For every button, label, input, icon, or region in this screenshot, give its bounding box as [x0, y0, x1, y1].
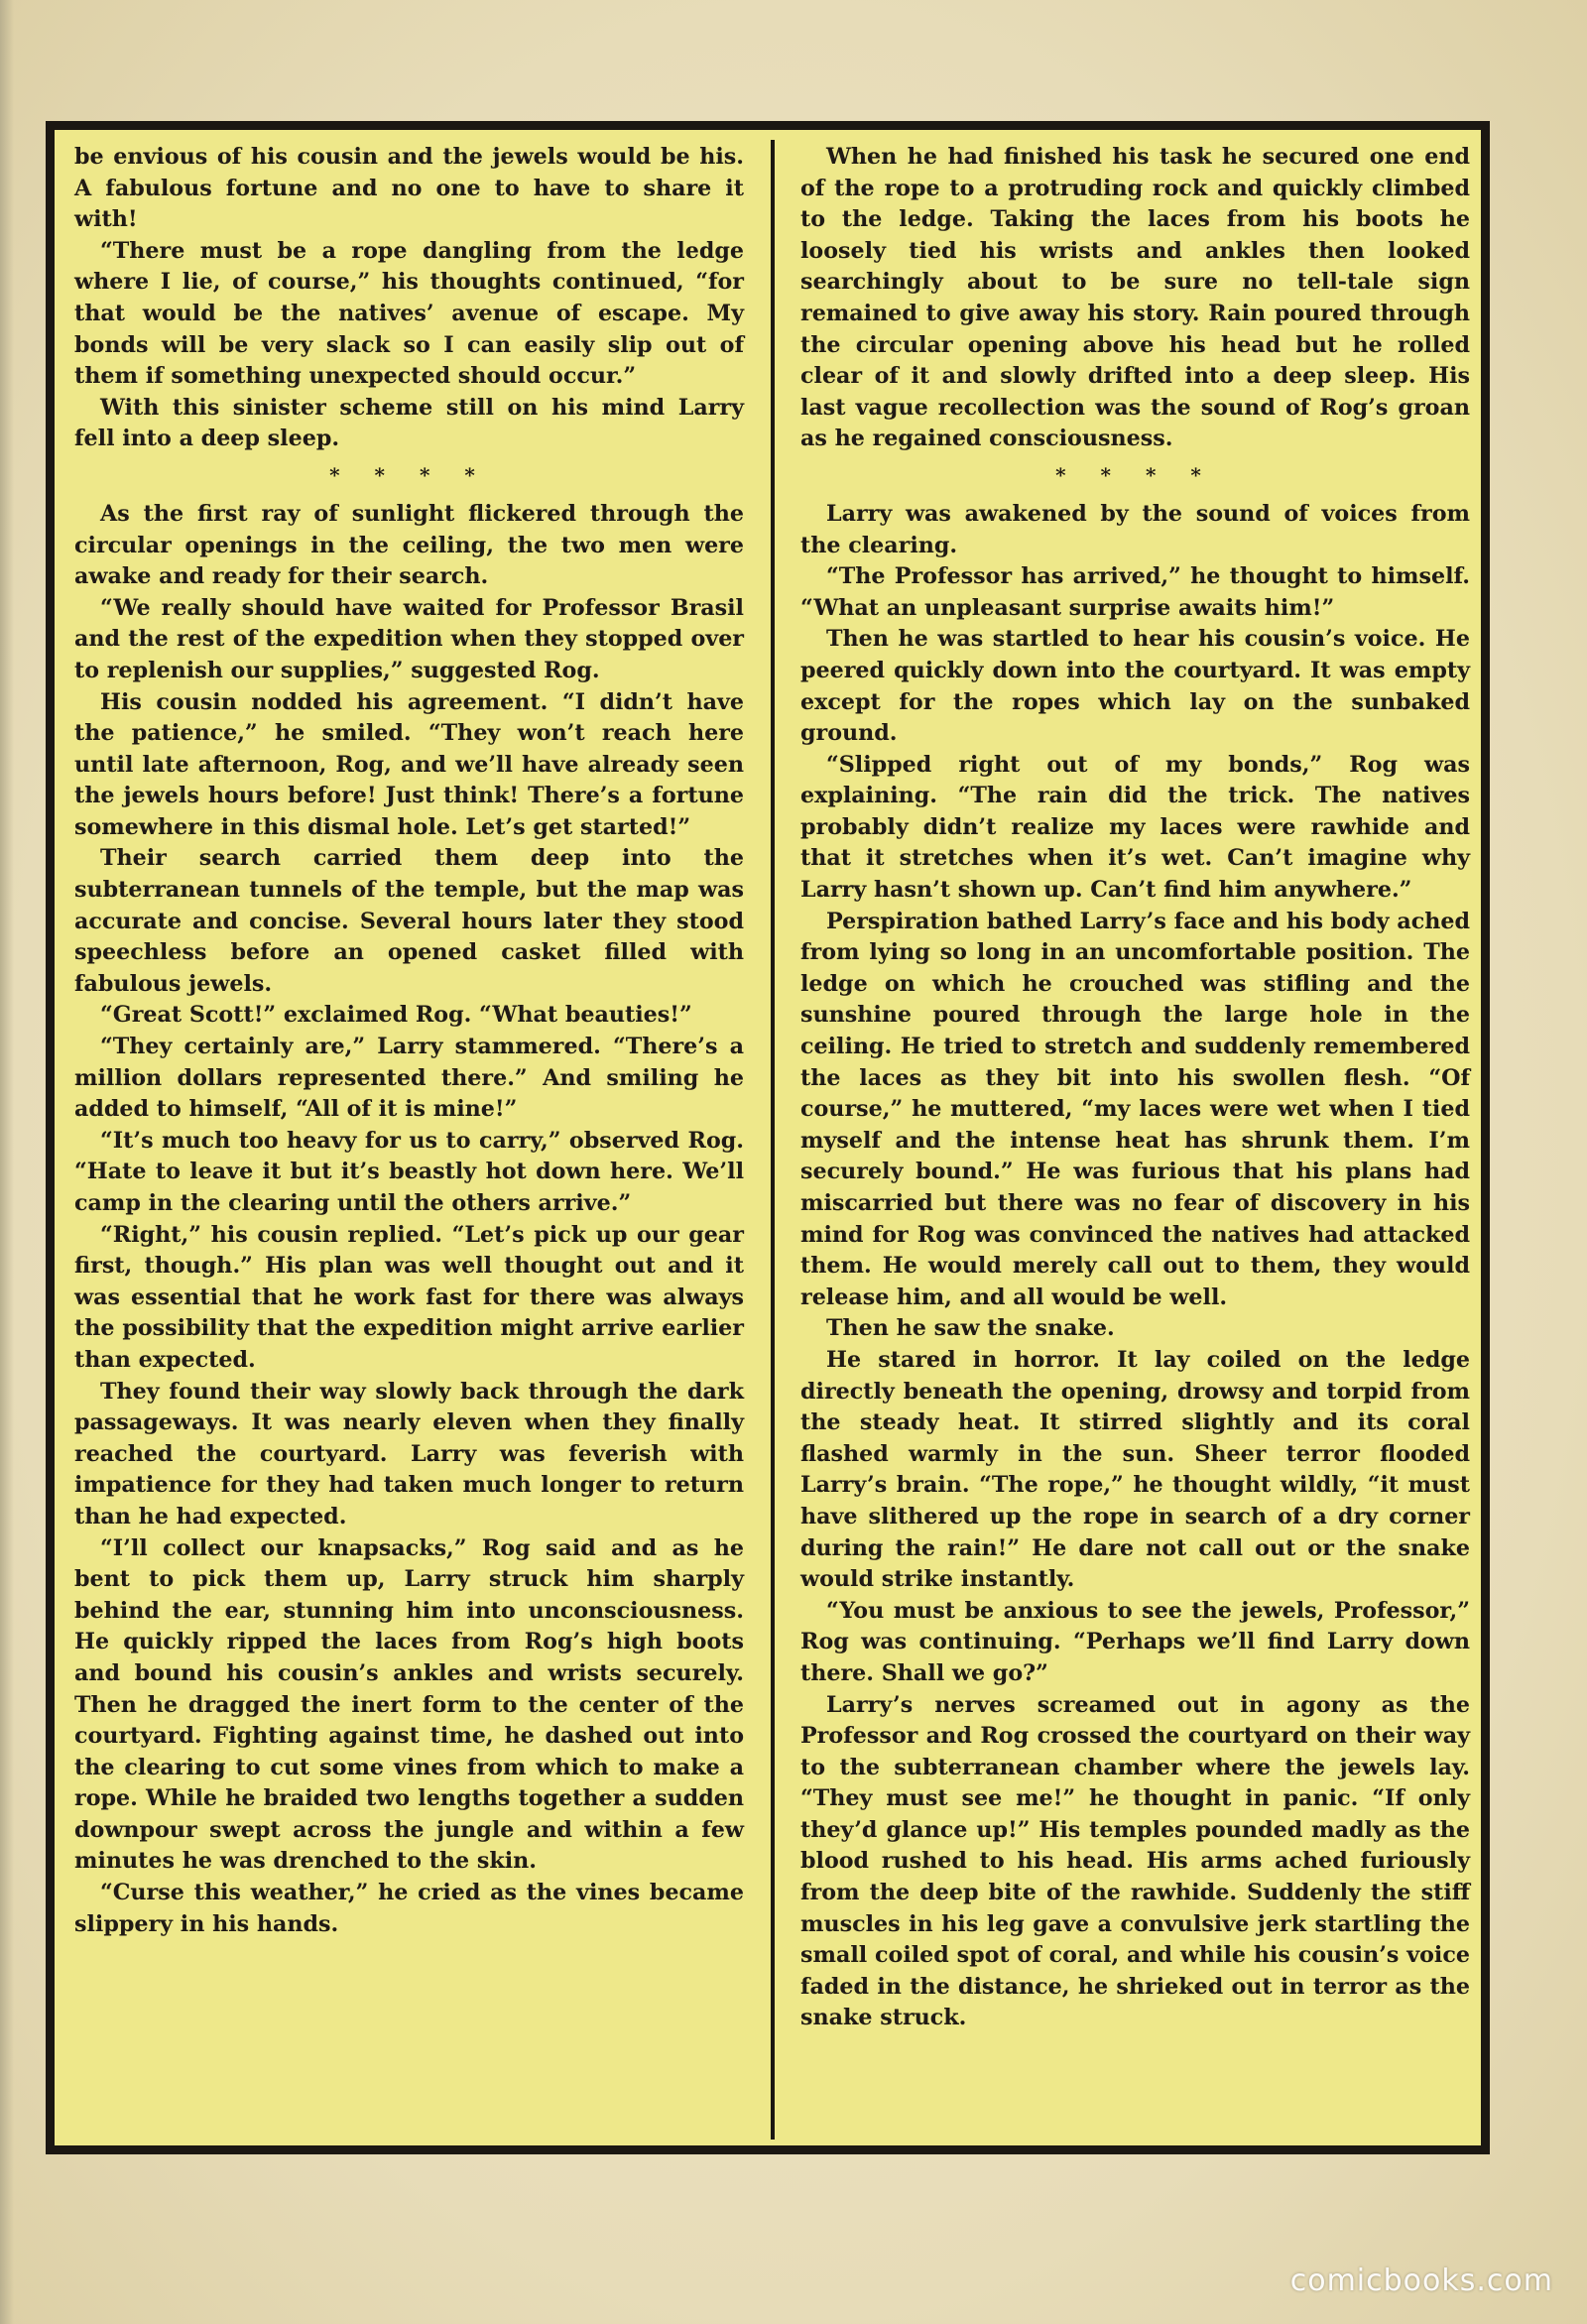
paragraph: “Curse this weather,” he cried as the vines became slippery in his hands.: [74, 1880, 744, 1937]
paragraph: Larry was awakened by the sound of voices from the clearing.: [800, 500, 1470, 558]
section-break: * * * *: [1055, 462, 1215, 487]
page-edge-shadow: [0, 0, 14, 2324]
paragraph: “There must be a rope dangling from the ledge where I lie, of course,” his thoughts continued, “for that would be the natives’ avenue of escape. My bonds will be very slack so I can easily slip out of them if something unexpected should occur.”: [74, 237, 744, 390]
paragraph: be envious of his cousin and the jewels would be his. A fabulous fortune and no one to have to share it with!: [74, 144, 744, 233]
paragraph: “I’ll collect our knapsacks,” Rog said and as he bent to pick them up, Larry struck him sharply behind the ear, stunning him into unconsciousness. He quickly ripped the laces from Rog’s high boots and bound his cousin’s ankles and wrists securely. Then he dragged the inert form to the center of the courtyard. Fighting against time, he dashed out into the clearing to cut some vines from which to make a rope. While he braided two lengths together a sudden downpour swept across the jungle and within a few minutes he was drenched to the skin.: [74, 1534, 744, 1875]
paragraph: Perspiration bathed Larry’s face and his body ached from lying so long in an uncomfortable position. The ledge on which he crouched was stifling and the sunshine poured through the large hole in the ceiling. He tried to stretch and suddenly remembered the laces as they bit into his swollen flesh. “Of course,” he muttered, “my laces were wet when I tied myself and the intense heat has shrunk them. I’m securely bound.” He was furious that his plans had miscarried but there was no fear of discovery in his mind for Rog was convinced the natives had attacked them. He would merely call out to them, they would release him, and all would be well.: [800, 908, 1470, 1310]
paragraph: “Right,” his cousin replied. “Let’s pick up our gear first, though.” His plan was well thought out and it was essential that he work fast for there was always the possibility that the expedition might arrive earlier than expected.: [74, 1221, 744, 1373]
paragraph: He stared in horror. It lay coiled on the ledge directly beneath the opening, drowsy and torpid from the steady heat. It stirred slightly and its coral flashed warmly in the sun. Sheer terror flooded Larry’s brain. “The rope,” he thought wildly, “it must have slithered up the rope in search of a dry corner during the rain!” He dare not call out or the snake would strike instantly.: [800, 1346, 1470, 1593]
paragraph: Larry’s nerves screamed out in agony as the Professor and Rog crossed the courtyard on their way to the subterranean chamber where the jewels lay. “They must see me!” he thought in panic. “If only they’d glance up!” His temples pounded madly as the blood rushed to his head. His arms ached furiously from the deep bite of the rawhide. Suddenly the stiff muscles in his leg gave a convulsive jerk startling the small coiled spot of coral, and while his cousin’s voice faded in the distance, he shrieked out in terror as the snake struck.: [800, 1691, 1470, 2031]
paragraph: His cousin nodded his agreement. “I didn’t have the patience,” he smiled. “They won’t reach here until late afternoon, Rog, and we’ll have already seen the jewels hours before! Just think! There’s a fortune somewhere in this dismal hole. Let’s get started!”: [74, 688, 744, 840]
paragraph: Then he was startled to hear his cousin’s voice. He peered quickly down into the courtyard. It was empty except for the ropes which lay on the sunbaked ground.: [800, 626, 1470, 747]
site-watermark: comicbooks.com: [1289, 2263, 1553, 2298]
paragraph: “They certainly are,” Larry stammered. “There’s a million dollars represented there.” And smiling he added to himself, “All of it is mine!”: [74, 1034, 744, 1123]
paragraph: They found their way slowly back through the dark passageways. It was nearly eleven when they finally reached the courtyard. Larry was feverish with impatience for they had taken much longer to return than he had expected.: [74, 1378, 744, 1529]
paragraph: “The Professor has arrived,” he thought to himself. “What an unpleasant surprise awaits him!”: [800, 563, 1470, 621]
section-break: * * * *: [329, 462, 489, 487]
paragraph: As the first ray of sunlight flickered through the circular openings in the ceiling, the two men were awake and ready for their search.: [74, 500, 744, 590]
paragraph: When he had finished his task he secured one end of the rope to a protruding rock and quickly climbed to the ledge. Taking the laces from his boots he loosely tied his wrists and ankles then looked searchingly about to be sure no tell-tale sign remained to give away his story. Rain poured through the circular opening above his head but he rolled clear of it and slowly drifted into a deep sleep. His last vague recollection was the sound of Rog’s groan as he regained consciousness.: [800, 144, 1470, 452]
paragraph: With this sinister scheme still on his mind Larry fell into a deep sleep.: [74, 394, 744, 452]
story-columns: [72, 142, 1470, 2128]
column-divider: [771, 140, 775, 2140]
paragraph: “We really should have waited for Professor Brasil and the rest of the expedition when they stopped over to replenish our supplies,” suggested Rog.: [74, 594, 744, 683]
paragraph: “It’s much too heavy for us to carry,” observed Rog. “Hate to leave it but it’s beastly hot down here. We’ll camp in the clearing until the others arrive.”: [74, 1127, 744, 1216]
paragraph: “Great Scott!” exclaimed Rog. “What beauties!”: [100, 1002, 692, 1029]
paragraph: Then he saw the snake.: [826, 1315, 1115, 1342]
paragraph: “You must be anxious to see the jewels, Professor,” Rog was continuing. “Perhaps we’ll find Larry down there. Shall we go?”: [800, 1597, 1470, 1686]
text-story-panel: [46, 121, 1490, 2154]
right-column: [800, 142, 1470, 2034]
paragraph: Their search carried them deep into the subterranean tunnels of the temple, but the map was accurate and concise. Several hours later they stood speechless before an opened casket filled with fabulous jewels.: [74, 845, 744, 997]
left-column: [74, 142, 744, 1940]
paragraph: “Slipped right out of my bonds,” Rog was explaining. “The rain did the trick. The natives probably didn’t realize my laces were rawhide and that it stretches when it’s wet. Can’t imagine why Larry hasn’t shown up. Can’t find him anywhere.”: [800, 751, 1470, 904]
